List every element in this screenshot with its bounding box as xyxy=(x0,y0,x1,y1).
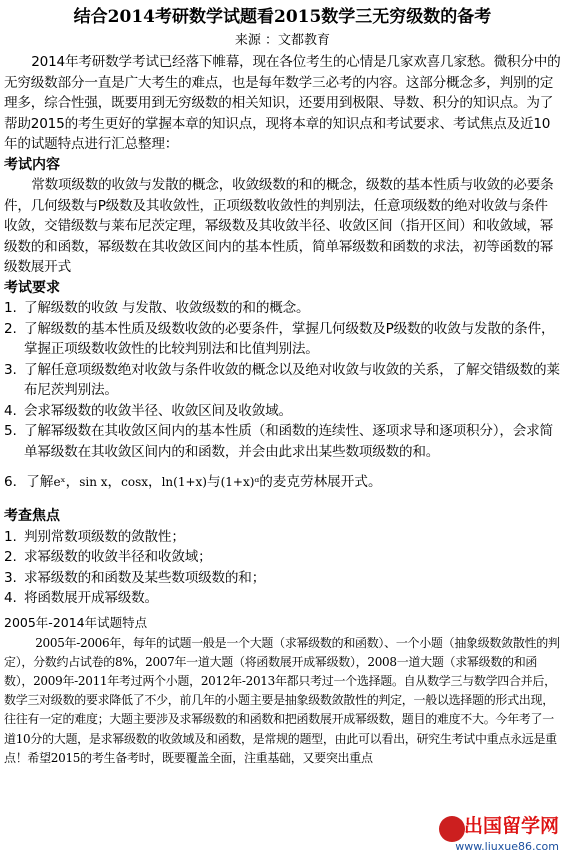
content-heading: 考试内容 xyxy=(4,156,60,173)
formula-ln: ln(1+x) xyxy=(161,475,207,489)
focus-list xyxy=(4,527,561,609)
list-item: 3. 求幂级数的和函数及某些数项级数的和； xyxy=(4,569,266,586)
requirements-heading: 考试要求 xyxy=(4,279,60,296)
list-item: 3. 了解任意项级数绝对收敛与条件收敛的概念以及绝对收敛与收敛的关系，了解交错级数的莱布尼茨判别法。 xyxy=(4,361,560,398)
watermark-name: 出国留学网 xyxy=(463,815,559,837)
list-item: 4. 将函数展开成幂级数。 xyxy=(4,590,158,606)
watermark-logo-icon xyxy=(439,816,465,842)
formula-exp: eˣ xyxy=(53,475,66,489)
list-item: 4. 会求幂级数的收敛半径、收敛区间及收敛域。 xyxy=(4,402,292,419)
formula-power: (1+x)ᵅ xyxy=(220,475,260,489)
watermark xyxy=(439,812,559,860)
article xyxy=(4,4,561,768)
list-item: 2. 了解级数的基本性质及级数收敛的必要条件，掌握几何级数及P级数的收敛与发散的条件，掌握正项级数收敛性的比较判别法和比值判别法。 xyxy=(4,320,555,357)
article-source: 来源 ：文都教育 xyxy=(234,33,331,48)
list-item: 1. 了解级数的收敛 与发散、收敛级数的和的概念。 xyxy=(4,300,310,316)
formula-cos: cosx xyxy=(121,475,148,489)
content-paragraph: 常数项级数的收敛与发散的概念，收敛级数的和的概念，级数的基本性质与收敛的必要条件，几何级数与P级数及其收敛性，正项级数收敛性的判别法，任意项级数的绝对收敛与条件收敛，交错级数与莱布尼茨定理，幂级数及其收敛半径、收敛区间（指开区间）和收敛域，幂级数的和函数，幂级数在其收敛区间内的基本性质，简单幂级数和函数的求法，初等函数的幂级数展开式 xyxy=(4,177,554,275)
list-item: 2. 求幂级数的收敛半径和收敛域； xyxy=(4,549,212,565)
requirement-6: 6．了解eˣ，sin x，cosx，ln(1+x)与(1+x)ᵅ的麦克劳林展开式。 xyxy=(4,474,382,490)
list-item: 1. 判别常数项级数的敛散性； xyxy=(4,528,185,545)
trend-paragraph: 2005年-2006年，每年的试题一般是一个大题（求幂级数的和函数）、一个小题（抽象级数敛散性的判定），分数约占试卷的8%，2007年一道大题（将函数展开成幂级数），2008一道大题（求幂级数的和函数），2009年-2011年考过两个小题，2012年-2013年都只考过一个选择题。自从数学三与数学四合并后，数学三对级数的要求降低了不少，前几年的小题主要是抽象级数敛散性的判定，一般以选择题的形式出现，往往有一定的难度；大题主要涉及求幂级数的和函数和把函数展开成幂级数，题目的难度不大。今年考了一道10分的大题，是求幂级数的收敛域及和函数，是常规的题型，由此可以看出，研究生考试中重点永远是重点！希望2015的考生备考时，既要覆盖全面，注重基础，又要突出重点 xyxy=(4,635,560,765)
watermark-url: www.liuxue86.com xyxy=(455,840,559,853)
focus-heading: 考查焦点 xyxy=(4,508,60,524)
trend-heading: 2005年-2014年试题特点 xyxy=(4,614,148,630)
formula-sin: sin x xyxy=(79,475,108,489)
requirements-list xyxy=(4,298,561,462)
intro-paragraph: 2014年考研数学考试已经落下帷幕，现在各位考生的心情是几家欢喜几家愁。微积分中的无穷级数部分一直是广大考生的难点，也是每年数学三必考的内容。这部分概念多，判别的定理多，综合性强，既要用到无穷级数的相关知识，还要用到极限、导数、积分的知识点。为了帮助2015的考生更好的掌握本章的知识点，现将本章的知识点和考试要求、考试焦点及近10年的试题特点进行汇总整理： xyxy=(4,54,561,152)
list-item: 5. 了解幂级数在其收敛区间内的基本性质（和函数的连续性、逐项求导和逐项积分），会求简单幂级数在其收敛区间内的和函数，并会由此求出某些数项级数的和。 xyxy=(4,423,553,460)
article-title: 结合2014考研数学试题看2015数学三无穷级数的备考 xyxy=(73,7,492,27)
